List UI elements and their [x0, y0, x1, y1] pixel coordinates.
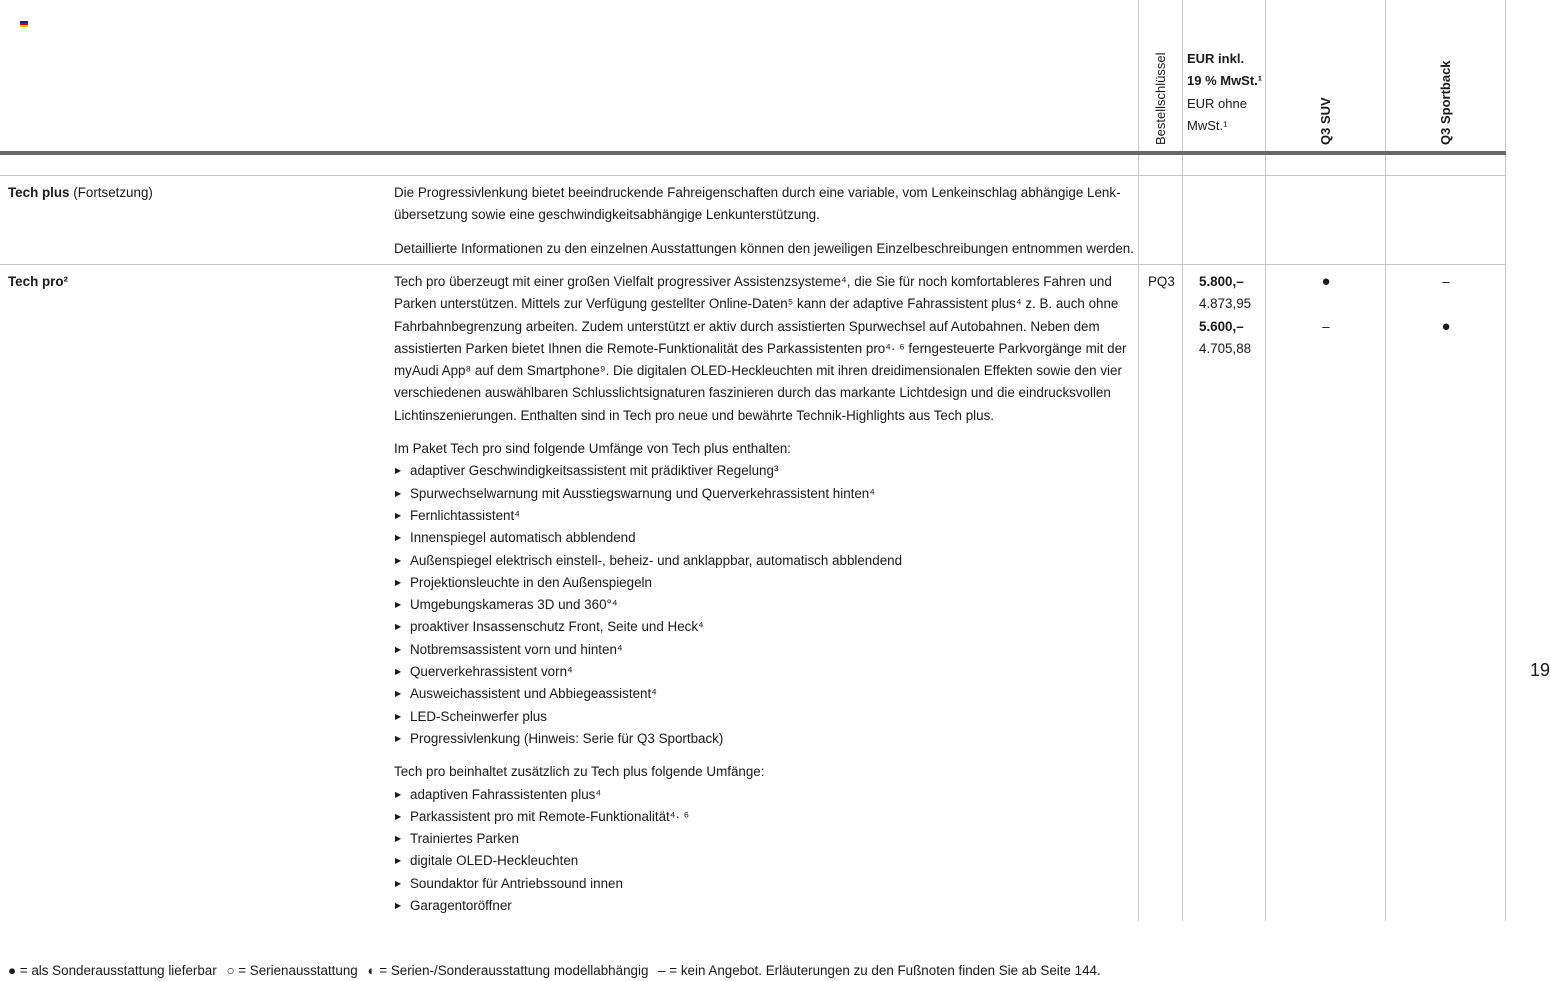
row-description-tech-pro: [394, 271, 1134, 917]
row-label-tech-pro: [8, 274, 68, 289]
price-gross: 5.600,–: [1199, 318, 1244, 334]
list-item: ▶ Außenspiegel elektrisch einstell-, beheiz- und anklappbar, automatisch abblendend: [394, 550, 1134, 572]
description-paragraph: Die Progressivlenkung bietet beeindruckende Fahreigenschaften durch eine variable, vom Lenkeinschlag abhängige Lenk-übersetzung sowie eine geschwindigkeitsabhängige Lenkunterstützung.: [394, 185, 1121, 223]
feature-list-additional: [394, 784, 1134, 918]
list-item: ▶ LED-Scheinwerfer plus: [394, 706, 1134, 728]
header-rule: [0, 151, 1506, 155]
column-divider: [1182, 0, 1183, 921]
legend: [8, 963, 1107, 978]
legend-item: ● = als Sonderausstattung lieferbar: [8, 963, 217, 978]
list-item: ▶ Projektionsleuchte in den Außenspiegeln: [394, 572, 1134, 594]
header-price-line3: EUR ohne: [1187, 95, 1247, 111]
list-item: ▶ Parkassistent pro mit Remote-Funktionalität⁴· ⁶: [394, 806, 1134, 828]
header-q3-suv: Q3 SUV: [1318, 97, 1333, 145]
row-label-tech-plus: [8, 185, 153, 200]
description-paragraph: Tech pro überzeugt mit einer großen Vielfalt progressiver Assistenzsysteme⁴, die Sie für noch komfortableres Fahren und Parken unterstützen. Mittels zur Verfügung gestellter Online-Daten⁵ kann der adaptive Fahrassistent plus⁴ z. B. auch ohne Fahrbahnbegrenzung arbeiten. Zudem unterstützt er aktiv durch assistierten Spurwechsel auf Autobahnen. Neben dem assistierten Parken bietet Ihnen die Remote-Funktionalität des Parkassistenten pro⁴· ⁶ ferngesteuerte Parkvorgänge mit der myAudi App⁸ auf dem Smartphone⁹. Die digitalen OLED-Heckleuchten mit ihren dreidimensionalen Effekten sowie den vier verschiedenen auswählbaren Schlusslichtsignaturen faszinieren durch das markante Lichtdesign und die eindrucksvollen Lichtinszenierungen. Enthalten sind in Tech pro neue und bewährte Technik-Highlights aus Tech plus.: [394, 274, 1127, 423]
row-divider: [0, 175, 1506, 176]
header-price: [1187, 48, 1262, 137]
header-price-line2: 19 % MwSt.¹: [1187, 73, 1263, 89]
list-title: Tech pro beinhaltet zusätzlich zu Tech plus folgende Umfänge:: [394, 764, 765, 780]
list-item: ▶ Innenspiegel automatisch abblendend: [394, 527, 1134, 549]
list-item: ▶ proaktiver Insassenschutz Front, Seite und Heck⁴: [394, 616, 1134, 638]
list-title: Im Paket Tech pro sind folgende Umfänge von Tech plus enthalten:: [394, 441, 792, 457]
feature-list-included: [394, 460, 1134, 750]
list-item: ▶ Notbremsassistent vorn und hinten⁴: [394, 639, 1134, 661]
price-net: 4.705,88: [1199, 340, 1252, 356]
row-divider: [0, 264, 1506, 265]
availability-suv-row1: ●: [1321, 273, 1331, 290]
availability-sportback-row1: –: [1442, 274, 1450, 289]
row-label-bold: Tech pro²: [8, 274, 69, 289]
list-item: ▶ digitale OLED-Heckleuchten: [394, 850, 1134, 872]
list-item: ▶ Progressivlenkung (Hinweis: Serie für Q3 Sportback): [394, 728, 1134, 750]
description-paragraph: Detaillierte Informationen zu den einzelnen Ausstattungen können den jeweiligen Einzelbeschreibungen entnommen werden.: [394, 240, 1134, 256]
price-net: 4.873,95: [1199, 296, 1252, 312]
column-divider: [1265, 0, 1266, 921]
header-q3-sportback: Q3 Sportback: [1438, 60, 1453, 145]
header-price-line4: MwSt.¹: [1187, 117, 1228, 133]
list-item: ▶ Ausweichassistent und Abbiegeassistent⁴: [394, 683, 1134, 705]
price-cell: [1199, 271, 1251, 360]
order-code: PQ3: [1148, 274, 1175, 289]
list-item: ▶ Querverkehrassistent vorn⁴: [394, 661, 1134, 683]
column-divider: [1385, 0, 1386, 921]
legend-item: – = kein Angebot. Erläuterungen zu den Fußnoten finden Sie ab Seite 144.: [658, 963, 1101, 978]
column-divider: [1138, 0, 1139, 921]
list-item: ▶ Fernlichtassistent⁴: [394, 505, 1134, 527]
list-item: ▶ adaptiven Fahrassistenten plus⁴: [394, 784, 1134, 806]
list-item: ▶ adaptiver Geschwindigkeitsassistent mit prädiktiver Regelung³: [394, 460, 1134, 482]
page-number: 19: [1530, 660, 1550, 680]
legend-item: ○ = Serienausstattung: [226, 963, 358, 978]
availability-sportback-row2: ●: [1441, 318, 1451, 335]
list-item: ▶ Garagentoröffner: [394, 895, 1134, 917]
header-price-line1: EUR inkl.: [1187, 51, 1245, 66]
column-divider: [1505, 0, 1506, 921]
list-item: ▶ Spurwechselwarnung mit Ausstiegswarnung und Querverkehrassistent hinten⁴: [394, 483, 1134, 505]
row-description-tech-plus: [394, 182, 1134, 260]
legend-item: ◐ = Serien-/Sonderausstattung modellabhängig: [367, 963, 649, 978]
row-label-bold: Tech plus: [8, 185, 70, 200]
list-item: ▶ Umgebungskameras 3D und 360°⁴: [394, 594, 1134, 616]
list-item: ▶ Soundaktor für Antriebssound innen: [394, 873, 1134, 895]
availability-suv-row2: –: [1322, 319, 1330, 334]
header-bestellschluessel: Bestellschlüssel: [1153, 52, 1168, 145]
german-flag-icon: [20, 21, 28, 27]
list-item: ▶ Trainiertes Parken: [394, 828, 1134, 850]
row-label-suffix: (Fortsetzung): [69, 185, 153, 200]
price-gross: 5.800,–: [1199, 274, 1244, 289]
